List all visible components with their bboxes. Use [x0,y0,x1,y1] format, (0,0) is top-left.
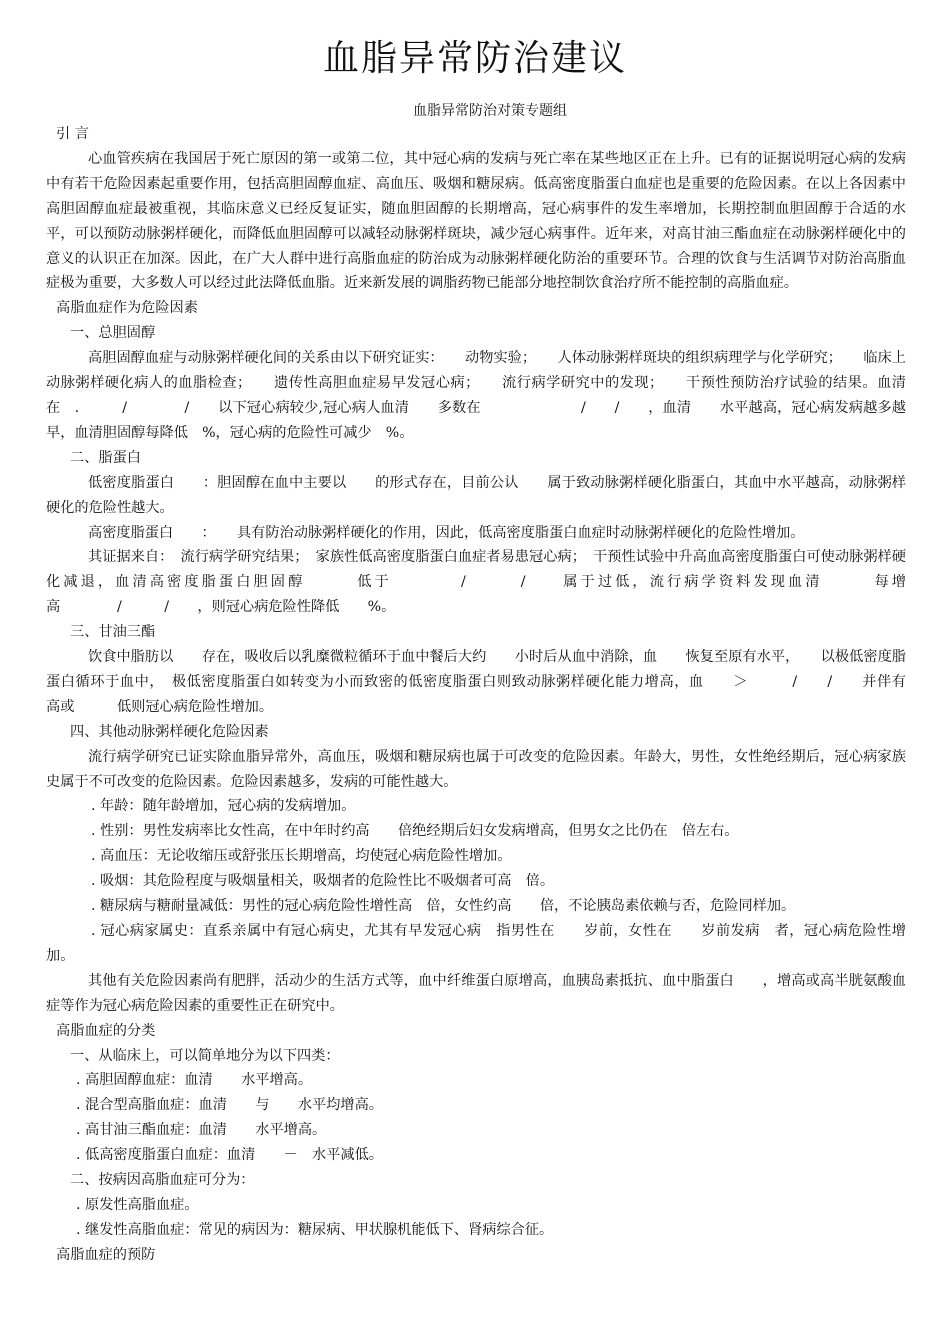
paragraph: 高脂血症的分类 [56,1022,156,1039]
paragraph: 一、从临床上，可以简单地分为以下四类： [70,1047,340,1064]
document-author: 血脂异常防治对策专题组 [413,103,567,119]
paragraph: 二、脂蛋白 [70,449,141,466]
paragraph: . 继发性高脂血症：常见的病因为：糖尿病、甲状腺机能低下、肾病综合征。 [76,1221,554,1238]
paragraph: 低密度脂蛋白 ：胆固醇在血中主要以 的形式存在，目前公认 属于致动脉粥样硬化脂蛋白，其血中水平越高，动脉粥样硬化的危险性越大。 [46,474,906,516]
paragraph: 高密度脂蛋白 ： 具有防治动脉粥样硬化的作用，因此，低高密度脂蛋白血症时动脉粥样硬化的危险性增加。 [88,524,805,541]
paragraph: 引 言 [56,126,89,142]
paragraph: . 高甘油三酯血症：血清 水平增高。 [76,1122,327,1139]
paragraph: 高胆固醇血症与动脉粥样硬化间的关系由以下研究证实： 动物实验； 人体动脉粥样斑块的组织病理学与化学研究； 临床上动脉粥样硬化病人的血脂检查； 遗传性高胆血症易早发冠心病； 流行病学研究中的发现； 干预性预防治疗试验的结果。血清 在 . / / 以下冠心病较少,冠心病人血清 多数在 / / ，血清 水平越高，冠心病发病越多越早，血清胆固醇每降低 %，冠心病的危险性可减少 %。 [46,350,935,441]
paragraph: 三、甘油三酯 [70,624,156,641]
paragraph: 饮食中脂肪以 存在，吸收后以乳糜微粒循环于血中餐后大约 小时后从血中消除，血 恢复至原有水平， 以极低密度脂蛋白循环于血中， 极低密度脂蛋白如转变为小而致密的低密度脂蛋白则致动脉粥样硬化能力增高，血 ＞ / / 并伴有 高或 低则冠心病危险性增加。 [46,649,949,715]
paragraph: . 高胆固醇血症：血清 水平增高。 [76,1072,313,1089]
paragraph: 心血管疾病在我国居于死亡原因的第一或第二位，其中冠心病的发病与死亡率在某些地区正在上升。已有的证据说明冠心病的发病中有若干危险因素起重要作用，包括高胆固醇血症、高血压、吸烟和糖尿病。低高密度脂蛋白血症也是重要的危险因素。在以上各因素中高胆固醇血症最被重视，其临床意义已经反复证实，随血胆固醇的长期增高，冠心病事件的发生率增加，长期控制血胆固醇于合适的水平，可以预防动脉粥样硬化，而降低血胆固醇可以减轻动脉粥样斑块，减少冠心病事件。近年来，对高甘油三酯血症在动脉粥样硬化中的意义的认识正在加深。因此，在广大人群中进行高脂血症的防治成为动脉粥样硬化防治的重要环节。合理的饮食与生活调节对防治高脂血症极为重要，大多数人可以经过此法降低血脂。近来新发展的调脂药物已能部分地控制饮食治疗所不能控制的高脂血症。 [46,150,906,292]
paragraph: 高脂血症作为危险因素 [56,300,198,317]
paragraph: . 高血压：无论收缩压或舒张压长期增高，均使冠心病危险性增加。 [91,848,512,865]
paragraph: 高脂血症的预防 [56,1246,156,1263]
paragraph: . 性别：男性发病率比女性高，在中年时约高 倍绝经期后妇女发病增高，但男女之比仍在 倍左右。 [91,823,739,840]
paragraph: . 年龄：随年龄增加，冠心病的发病增加。 [91,798,356,815]
paragraph: 一、总胆固醇 [70,325,156,342]
document-title: 血脂异常防治建议 [322,38,627,79]
paragraph: 其证据来自： 流行病学研究结果； 家族性低高密度脂蛋白血症者易患冠心病； 干预性试验中升高血高密度脂蛋白可使动脉粥样硬化减退，血清高密度脂蛋白胆固醇 低于 / / 属于过低，流行病学资料发现血清 每增高 / / ，则冠心病危险性降低 %。 [46,549,906,616]
paragraph: 其他有关危险因素尚有肥胖，活动少的生活方式等，血中纤维蛋白原增高，血胰岛素抵抗、血中脂蛋白 ，增高或高半胱氨酸血症等作为冠心病危险因素的重要性正在研究中。 [46,972,906,1014]
paragraph: . 吸烟：其危险程度与吸烟量相关，吸烟者的危险性比不吸烟者可高 倍。 [91,873,555,890]
paragraph: . 糖尿病与糖耐量减低：男性的冠心病危险性增性高 倍，女性约高 倍，不论胰岛素依赖与否，危险同样加。 [91,898,796,915]
document-body [46,122,949,1268]
paragraph: 四、其他动脉粥样硬化危险因素 [70,723,269,740]
paragraph: . 原发性高脂血症。 [76,1196,199,1213]
paragraph: . 低高密度脂蛋白血症：血清 － 水平减低。 [76,1147,383,1164]
paragraph: . 混合型高脂血症：血清 与 水平均增高。 [76,1097,383,1114]
paragraph: 二、按病因高脂血症可分为： [70,1172,255,1189]
paragraph: 流行病学研究已证实除血脂异常外，高血压，吸烟和糖尿病也属于可改变的危险因素。年龄大，男性，女性绝经期后，冠心病家族史属于不可改变的危险因素。危险因素越多，发病的可能性越大。 [46,748,906,790]
paragraph: . 冠心病家属史：直系亲属中有冠心病史，尤其有早发冠心病 指男性在 岁前，女性在 岁前发病 者，冠心病危险性增加。 [46,923,906,964]
